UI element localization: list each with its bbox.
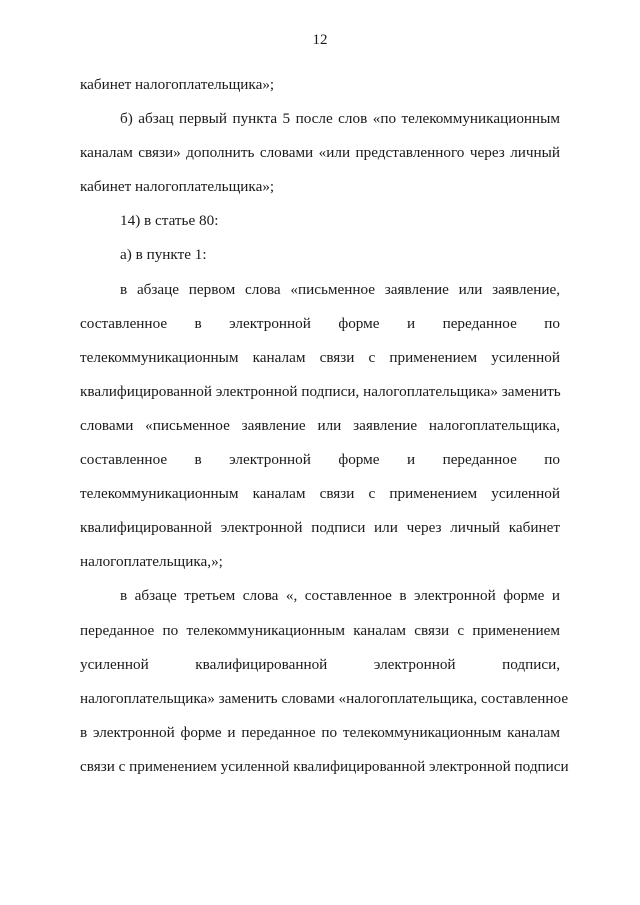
text-line: словами «письменное заявление или заявление налогоплательщика, [80,416,560,434]
text-line: переданное по телекоммуникационным каналам связи с применением [80,621,560,639]
text-line: телекоммуникационным каналам связи с применением усиленной [80,348,560,366]
text-line: каналам связи» дополнить словами «или представленного через личный [80,144,560,162]
text-line: усиленной квалифицированной электронной подписи, [80,655,560,673]
text-line: а) в пункте 1: [120,246,207,264]
text-line: квалифицированной электронной подписи или через личный кабинет [80,519,560,537]
text-line: б) абзац первый пункта 5 после слов «по телекоммуникационным [120,110,560,128]
text-line: в абзаце третьем слова «, составленное в электронной форме и [120,587,560,605]
text-line: телекоммуникационным каналам связи с применением усиленной [80,485,560,503]
text-line: 14) в статье 80: [120,212,219,230]
document-body [80,68,569,784]
text-line: налогоплательщика,»; [80,553,223,571]
text-line: квалифицированной электронной подписи, налогоплательщика» заменить [80,382,561,400]
text-line: кабинет налогоплательщика»; [80,76,275,93]
text-line: в абзаце первом слова «письменное заявление или заявление, [120,280,560,298]
text-line: кабинет налогоплательщика»; [80,178,275,196]
page-number: 12 [312,32,328,48]
text-line: составленное в электронной форме и переданное по [80,451,560,469]
text-line: в электронной форме и переданное по телекоммуникационным каналам [80,723,560,741]
text-line: налогоплательщика» заменить словами «налогоплательщика, составленное [80,689,569,707]
text-line: связи с применением усиленной квалифицированной электронной подписи [80,757,569,775]
text-line: составленное в электронной форме и переданное по [80,314,560,332]
